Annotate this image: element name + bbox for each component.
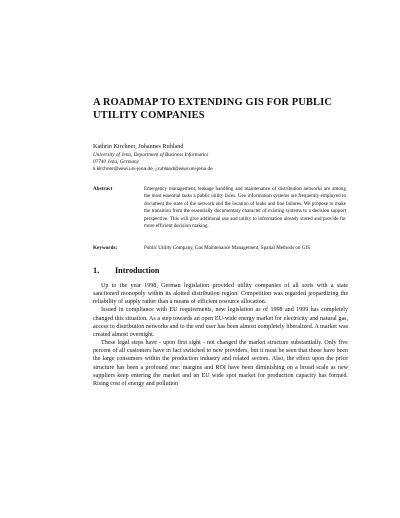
section-heading (93, 266, 159, 275)
authors: Kathrin Kirchner, Johannes Ruhland (93, 143, 184, 150)
paper-title: A ROADMAP TO EXTENDING GIS FOR PUBLIC UTILITY COMPANIES (93, 97, 333, 121)
keywords-label: Keywords: (93, 245, 118, 251)
affiliation-line-1: University of Jena, Department of Business Informatics (93, 152, 209, 158)
abstract-text: Emergency management, leakage handling and maintenance of distribution networks are among the most essential tasks a public utility faces. Geo information systems are frequently employed to document the state of the network and the location of leaks and line failures. We propose to make the transition from the essentially documentary character of existing systems to a decision support perspective. This will give additional use and utility to information already stored and provide for more efficient decision making. (144, 186, 346, 230)
paragraph: Issued in compliance with EU requirements, new legislation as of 1998 and 1999 has completely changed this situation. As a step towards an open EU-wide energy market for electricity and natural gas, access to distribution networks and to the end user has been almost completely liberalized. A market was created almost overnight. (93, 307, 348, 338)
body-text (93, 282, 348, 388)
affiliation (93, 152, 213, 173)
keywords-text: Public Utility Company, Gas Maintenance Management, Spatial Methods on GIS (144, 245, 310, 251)
affiliation-line-2: 07740 Jena, Germany (93, 159, 139, 165)
author-emails: k.kirchner@wiwi.uni-jena.de, j.ruhland@wiwi.uni-jena.de (93, 167, 213, 172)
section-number: 1. (93, 266, 100, 275)
paragraph: Up to the year 1998, German legislation provided utility companies of all sorts with a state sanctioned monopoly within its alotted distribution region. Competition was regarded jeopardizing the reliability of supply rather than a means of efficient resource allocation. (93, 283, 348, 306)
abstract-label: Abstract (93, 186, 113, 192)
paragraph: These legal steps have - upon first sight - not changed the market structure substantially. Only five percent of all customers have in fact switched to new providers, but it must be seen that those have been the large consumers within the production industry and related sectors. Also, the effect upon the price structure has been a profound one: margins and ROI have been diminishing on a broad scale as new suppliers keep entering the market and an EU wide spot market for production capacity has formed. Rising cost of energy and pollution (93, 340, 348, 387)
section-title: Introduction (115, 266, 160, 275)
